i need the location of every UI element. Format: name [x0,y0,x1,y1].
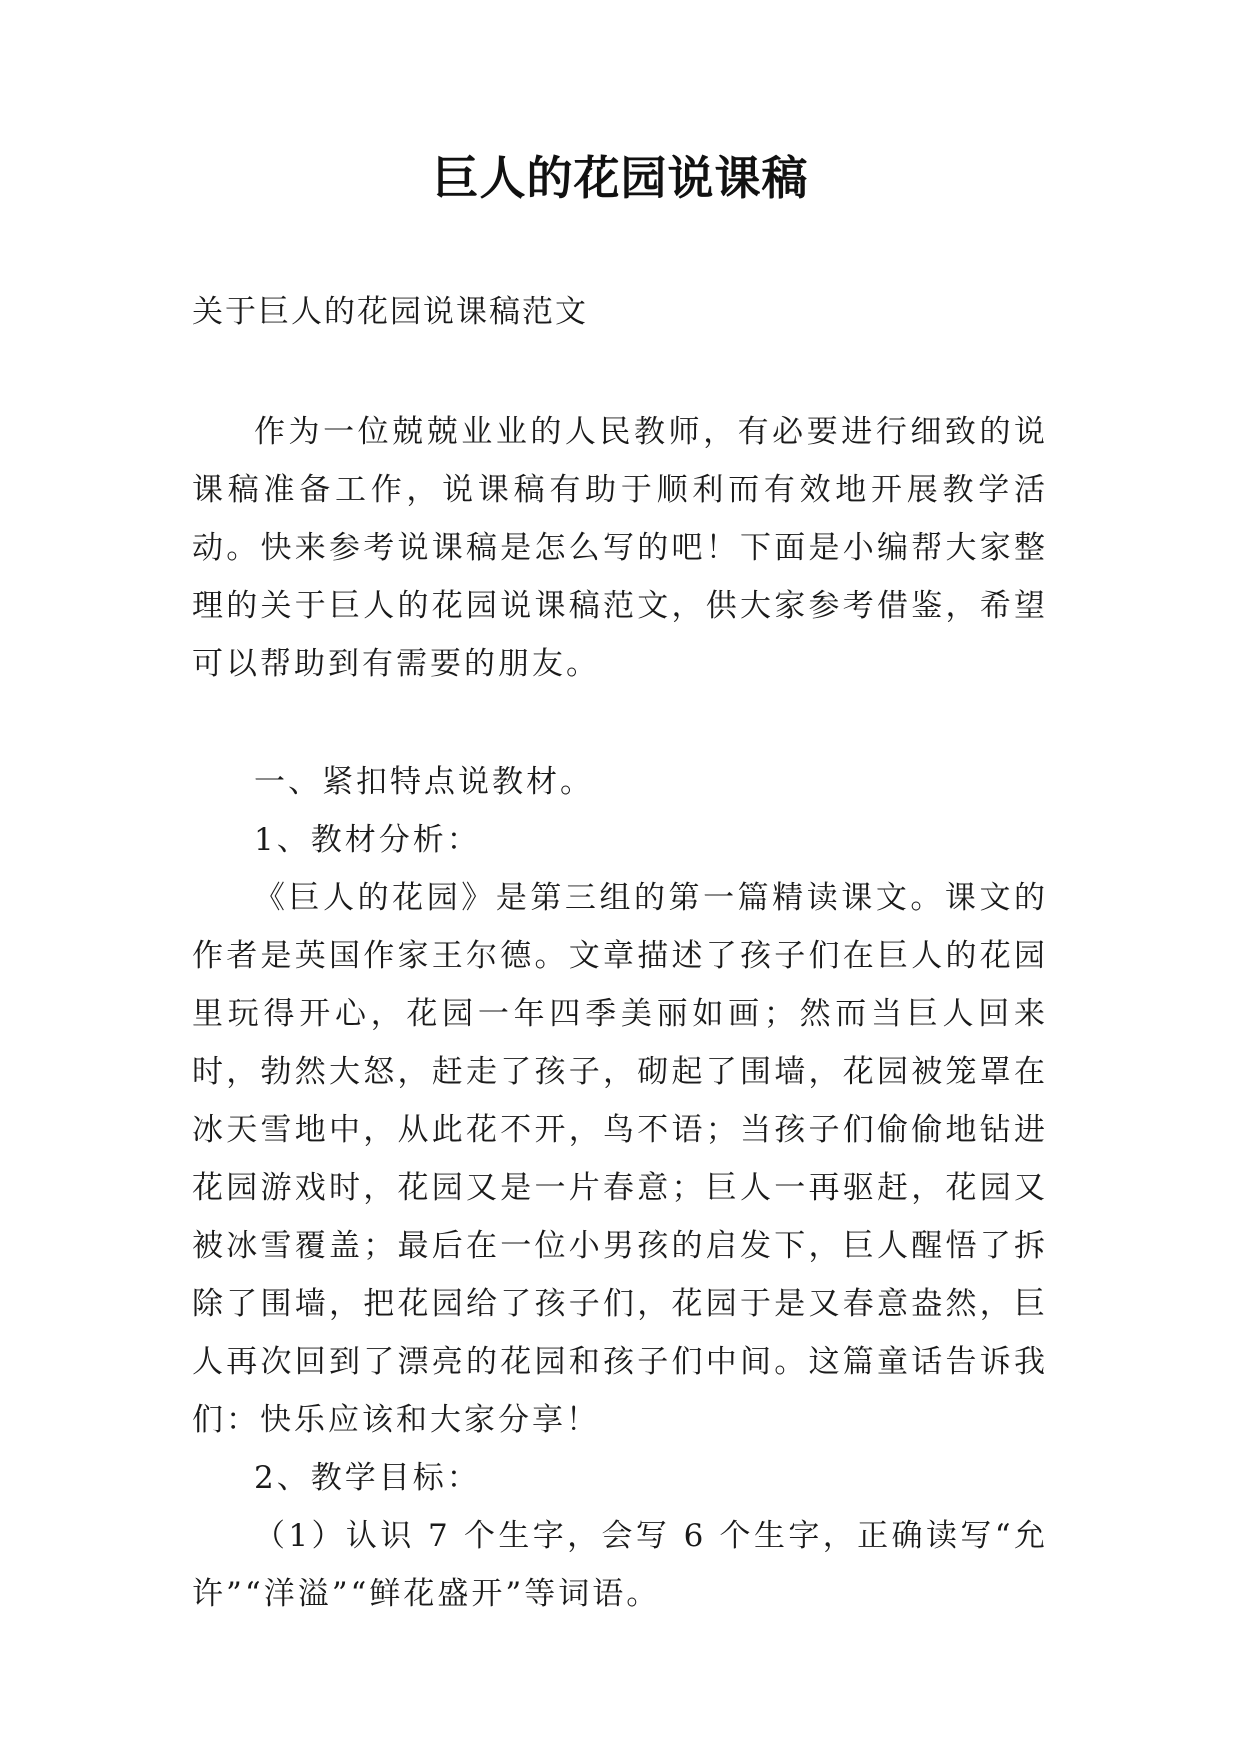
intro-paragraph-block [192,403,1048,693]
goal-item-1: （1）认识 7 个生字，会写 6 个生字，正确读写“允许”“洋溢”“鲜花盛开”等词语。 [192,1518,1048,1612]
document-subtitle: 关于巨人的花园说课稿范文 [192,294,588,330]
section-heading: 一、紧扣特点说教材。 [254,764,594,800]
document-title: 巨人的花园说课稿 [432,151,809,205]
subsection-heading-goals: 2、教学目标： [254,1460,481,1496]
section-one [192,753,1048,1623]
intro-paragraph: 作为一位兢兢业业的人民教师，有必要进行细致的说课稿准备工作，说课稿有助于顺利而有效地开展教学活动。快来参考说课稿是怎么写的吧！下面是小编帮大家整理的关于巨人的花园说课稿范文，供大家参考借鉴，希望可以帮助到有需要的朋友。 [192,414,1048,682]
subsection-heading-analysis: 1、教材分析： [254,822,481,858]
analysis-paragraph: 《巨人的花园》是第三组的第一篇精读课文。课文的作者是英国作家王尔德。文章描述了孩子们在巨人的花园里玩得开心，花园一年四季美丽如画；然而当巨人回来时，勃然大怒，赶走了孩子，砌起了围墙，花园被笼罩在冰天雪地中，从此花不开，鸟不语；当孩子们偷偷地钻进花园游戏时，花园又是一片春意；巨人一再驱赶，花园又被冰雪覆盖；最后在一位小男孩的启发下，巨人醒悟了拆除了围墙，把花园给了孩子们，花园于是又春意盎然，巨人再次回到了漂亮的花园和孩子们中间。这篇童话告诉我们：快乐应该和大家分享！ [192,880,1048,1438]
